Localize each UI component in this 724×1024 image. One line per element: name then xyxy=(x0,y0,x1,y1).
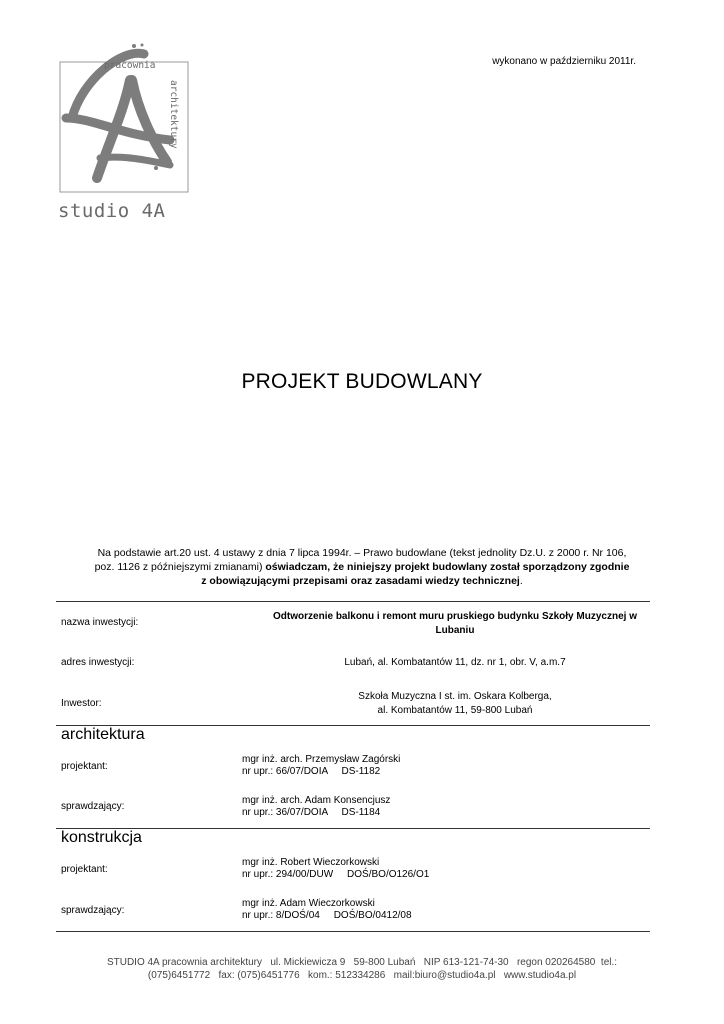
date-note: wykonano w październiku 2011r. xyxy=(492,56,636,67)
construction-designer-name: mgr inż. Robert Wieczorkowski xyxy=(242,857,380,868)
footer-line-2: (075)6451772 fax: (075)6451776 kom.: 512334286 mail:biuro@studio4a.pl www.studio4a.pl xyxy=(147,970,577,981)
investment-address-label: adres inwestycji: xyxy=(61,657,135,668)
statement-line-2-bold: oświadczam, że niniejszy projekt budowlany został sporządzony zgodnie xyxy=(265,561,630,573)
investor-value xyxy=(232,690,678,718)
architecture-designer-value xyxy=(242,754,400,778)
divider-bottom xyxy=(56,931,650,932)
architecture-designer-license: nr upr.: 66/07/DOIA DS-1182 xyxy=(242,766,381,777)
divider-top xyxy=(56,601,650,602)
construction-designer-license: nr upr.: 294/00/DUW DOŚ/BO/O126/O1 xyxy=(242,869,430,880)
investment-name-line-2: Lubaniu xyxy=(435,625,475,636)
statement-line-2 xyxy=(70,560,654,574)
construction-designer-label: projektant: xyxy=(61,864,108,875)
investment-address-value: Lubań, al. Kombatantów 11, dz. nr 1, obr. V, a.m.7 xyxy=(344,657,566,668)
architecture-checker-name: mgr inż. arch. Adam Konsencjusz xyxy=(242,795,391,806)
studio-4a-logo xyxy=(52,40,197,230)
architecture-designer-name: mgr inż. arch. Przemysław Zagórski xyxy=(242,754,401,765)
statement-line-3-bold: z obowiązującymi przepisami oraz zasadami wiedzy technicznej xyxy=(201,575,520,587)
architecture-checker-value xyxy=(242,795,390,819)
logo-text-studio-4a: studio 4A xyxy=(58,200,166,222)
investor-line-2: al. Kombatantów 11, 59-800 Lubań xyxy=(377,705,533,716)
page-title: PROJEKT BUDOWLANY xyxy=(241,370,483,393)
construction-checker-label: sprawdzający: xyxy=(61,905,125,916)
architecture-checker-label: sprawdzający: xyxy=(61,801,125,812)
legal-statement xyxy=(70,546,654,588)
investment-name-label: nazwa inwestycji: xyxy=(61,617,139,628)
construction-checker-name: mgr inż. Adam Wieczorkowski xyxy=(242,898,375,909)
construction-checker-license: nr upr.: 8/DOŚ/04 DOŚ/BO/0412/08 xyxy=(242,910,412,921)
construction-designer-value xyxy=(242,857,429,881)
investor-label: Inwestor: xyxy=(61,698,102,709)
footer-line-1: STUDIO 4A pracownia architektury ul. Mickiewicza 9 59-800 Lubań NIP 613-121-74-30 regon 020264580 tel.: xyxy=(106,957,618,968)
logo-text-pracownia: pracownia xyxy=(104,60,156,71)
divider-architecture xyxy=(56,725,650,726)
architecture-checker-license: nr upr.: 36/07/DOIA DS-1184 xyxy=(242,807,381,818)
logo-text-architektury: architektury xyxy=(168,80,179,149)
investment-name-line-1: Odtworzenie balkonu i remont muru pruskiego budynku Szkoły Muzycznej w xyxy=(273,611,637,622)
divider-construction xyxy=(56,828,650,829)
construction-checker-value xyxy=(242,898,412,922)
statement-line-3 xyxy=(70,574,654,588)
investor-line-1: Szkoła Muzyczna I st. im. Oskara Kolberga, xyxy=(358,691,552,702)
architecture-heading: architektura xyxy=(61,726,145,743)
construction-heading: konstrukcja xyxy=(61,829,142,846)
investment-name-value xyxy=(232,610,678,638)
statement-line-1: Na podstawie art.20 ust. 4 ustawy z dnia 7 lipca 1994r. – Prawo budowlane (tekst jednolity Dz.U. z 2000 r. Nr 106, xyxy=(97,547,627,559)
architecture-designer-label: projektant: xyxy=(61,761,108,772)
footer xyxy=(56,956,668,982)
statement-line-3-end: . xyxy=(519,575,523,587)
statement-line-2-normal: poz. 1126 z późniejszymi zmianami) xyxy=(94,561,263,573)
